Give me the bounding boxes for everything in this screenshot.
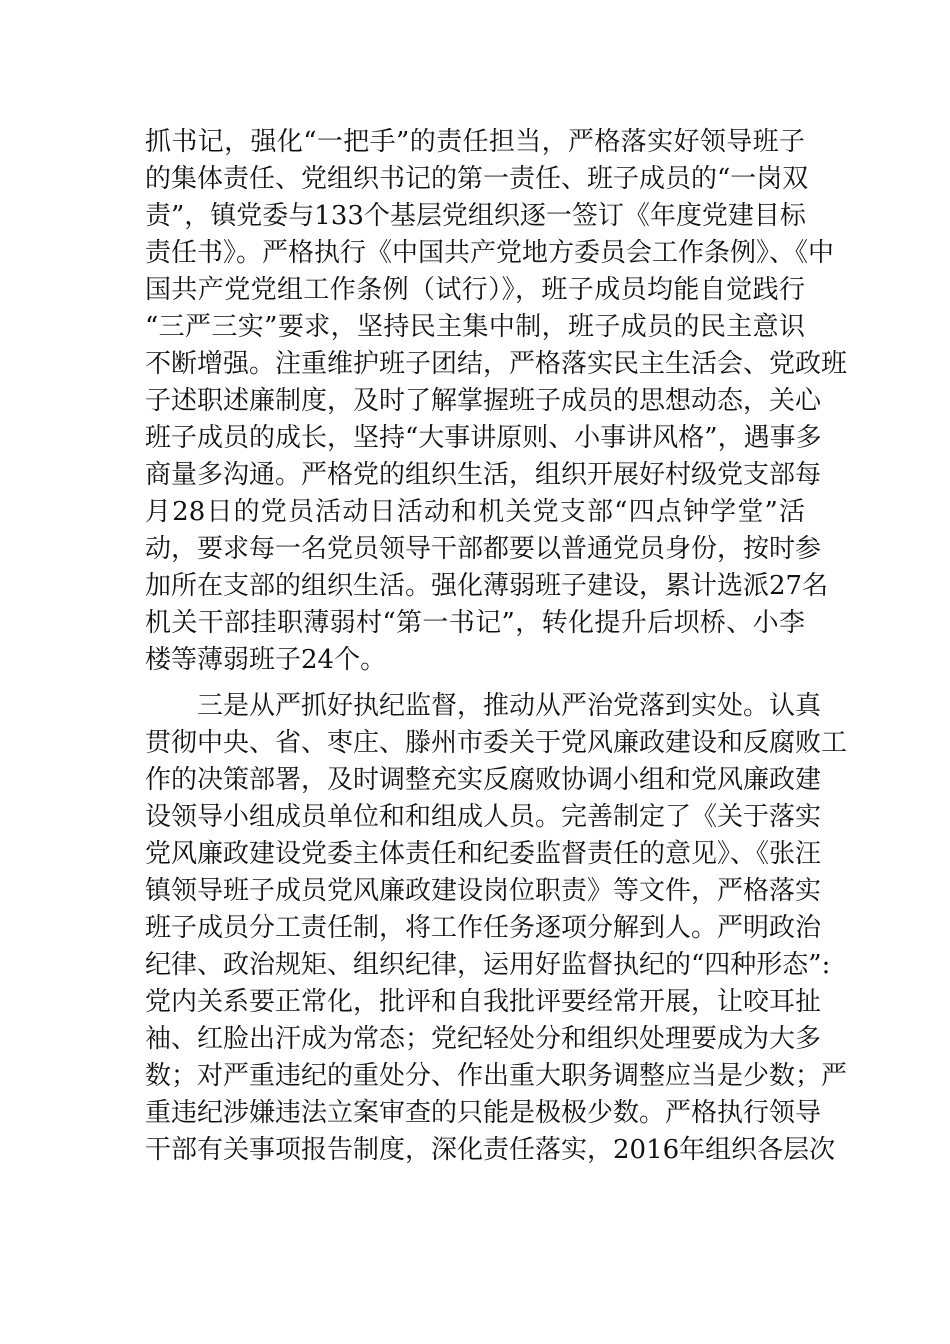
text-line: 责任书》。严格执行《中国共产党地方委员会工作条例》、《中 (145, 238, 835, 268)
text-line: 纪律、政治规矩、组织纪律，运用好监督执纪的“四种形态”: (145, 950, 831, 980)
text-line: 月28日的党员活动日活动和机关党支部“四点钟学堂”活 (145, 497, 805, 527)
text-line: 设领导小组成员单位和和组成人员。完善制定了《关于落实 (145, 802, 822, 832)
text-line: 贯彻中央、省、枣庄、滕州市委关于党风廉政建设和反腐败工 (145, 728, 848, 758)
text-line: 镇领导班子成员党风廉政建设岗位职责》等文件，严格落实 (145, 876, 822, 906)
text-line: 子述职述廉制度，及时了解掌握班子成员的思想动态，关心 (145, 386, 822, 416)
text-line: 袖、红脸出汗成为常态；党纪轻处分和组织处理要成为大多 (145, 1024, 822, 1054)
text-line: 机关干部挂职薄弱村“第一书记”，转化提升后坝桥、小李 (145, 608, 805, 638)
text-line: 责”，镇党委与133个基层党组织逐一签订《年度党建目标 (145, 201, 806, 231)
text-line: 抓书记，强化“一把手”的责任担当，严格落实好领导班子 (145, 127, 805, 157)
text-line: “三严三实”要求，坚持民主集中制，班子成员的民主意识 (145, 312, 805, 342)
text-line: 三是从严抓好执纪监督，推动从严治党落到实处。认真 (197, 691, 822, 721)
text-line: 的集体责任、党组织书记的第一责任、班子成员的“一岗双 (145, 164, 809, 194)
text-line: 楼等薄弱班子24个。 (145, 645, 387, 675)
text-line: 班子成员分工责任制，将工作任务逐项分解到人。严明政治 (145, 913, 822, 943)
text-line: 重违纪涉嫌违法立案审查的只能是极极少数。严格执行领导 (145, 1098, 822, 1128)
text-line: 动，要求每一名党员领导干部都要以普通党员身份，按时参 (145, 534, 822, 564)
text-line: 党内关系要正常化，批评和自我批评要经常开展，让咬耳扯 (145, 987, 822, 1017)
text-line: 干部有关事项报告制度，深化责任落实，2016年组织各层次 (145, 1135, 836, 1165)
text-line: 国共产党党组工作条例（试行）》，班子成员均能自觉践行 (145, 275, 805, 305)
text-line: 作的决策部署，及时调整充实反腐败协调小组和党风廉政建 (145, 765, 822, 795)
text-line: 党风廉政建设党委主体责任和纪委监督责任的意见》、《张汪 (145, 839, 822, 869)
text-line: 加所在支部的组织生活。强化薄弱班子建设，累计选派27名 (145, 571, 829, 601)
text-line: 班子成员的成长，坚持“大事讲原则、小事讲风格”，遇事多 (145, 423, 822, 453)
text-line: 商量多沟通。严格党的组织生活，组织开展好村级党支部每 (145, 460, 822, 490)
text-line: 不断增强。注重维护班子团结，严格落实民主生活会、党政班 (145, 349, 848, 379)
text-line: 数；对严重违纪的重处分、作出重大职务调整应当是少数；严 (145, 1061, 848, 1091)
